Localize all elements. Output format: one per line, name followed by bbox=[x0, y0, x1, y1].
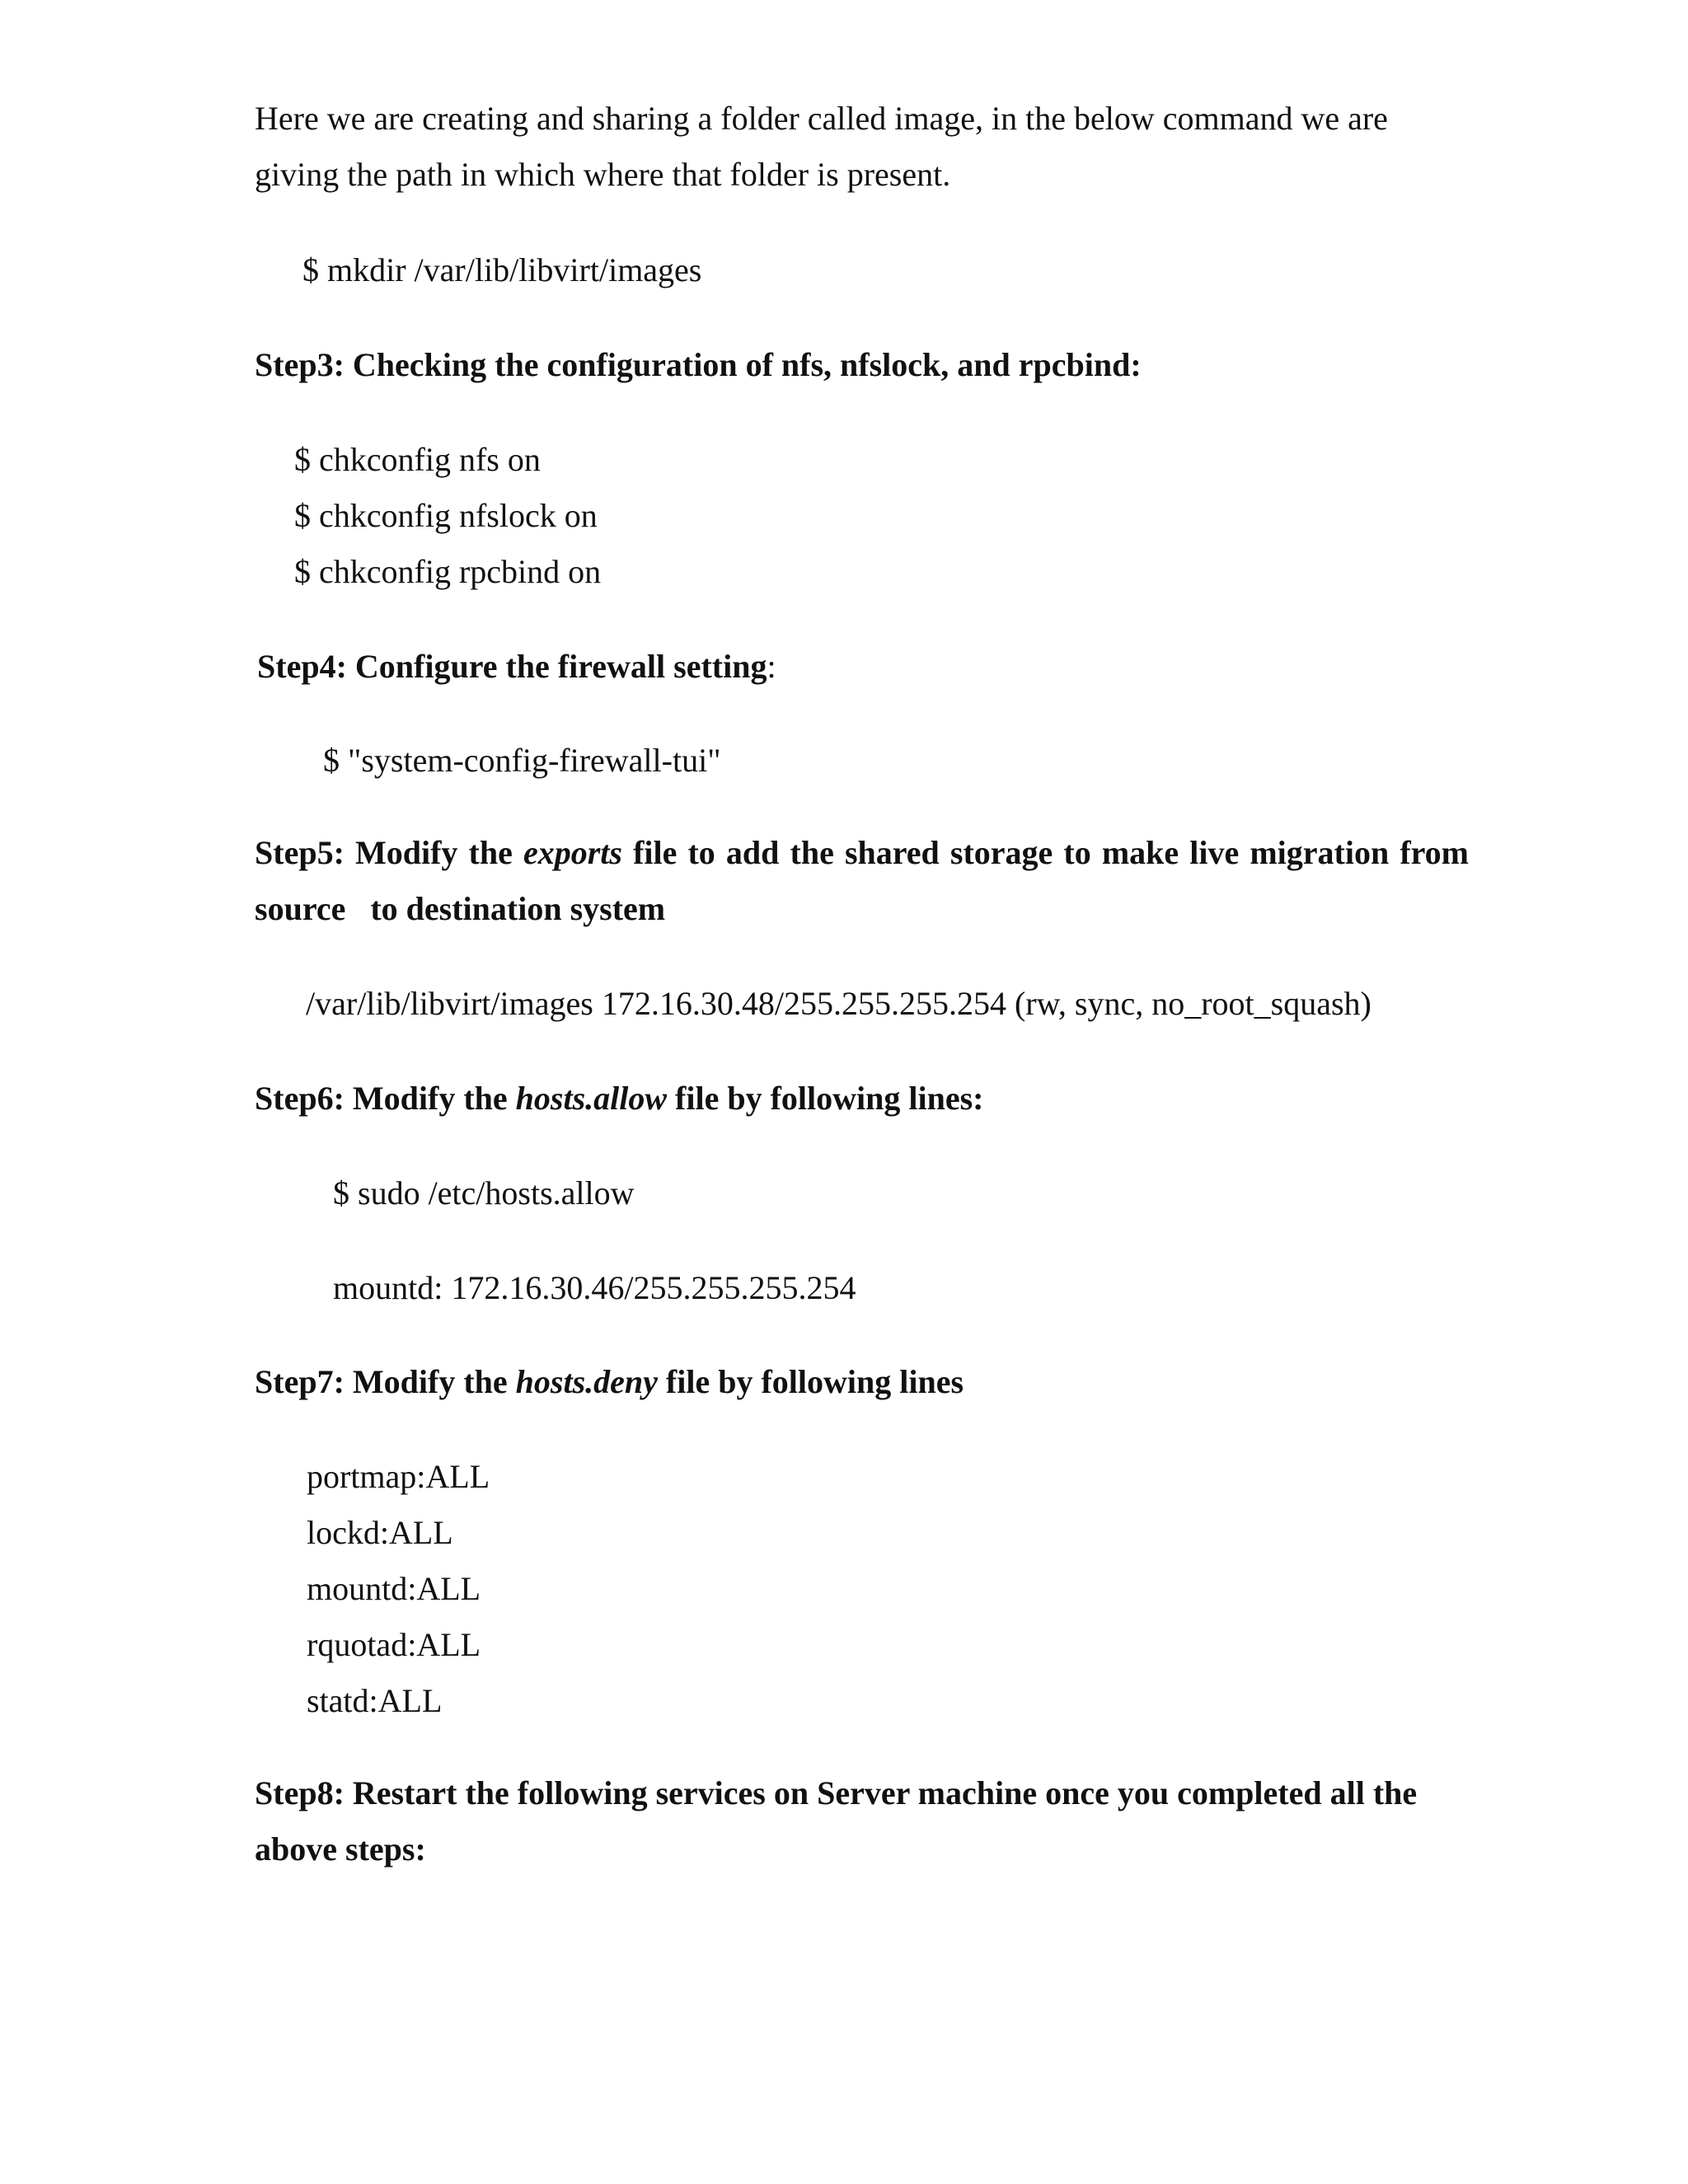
intro-paragraph: Here we are creating and sharing a folder called image, in the below command we are giving the path in which where that folder is present. bbox=[255, 100, 1388, 193]
step4-heading-colon: : bbox=[767, 648, 776, 685]
step7-heading bbox=[255, 1363, 964, 1400]
step6-heading-suffix: file by following lines: bbox=[667, 1080, 984, 1117]
step4-heading-text: Step4: Configure the firewall setting bbox=[257, 648, 767, 685]
step5-heading-filename: exports bbox=[523, 834, 622, 871]
step7-line-portmap: portmap:ALL bbox=[307, 1458, 490, 1495]
step3-heading: Step3: Checking the configuration of nfs, nfslock, and rpcbind: bbox=[255, 346, 1142, 383]
step7-line-lockd: lockd:ALL bbox=[307, 1514, 453, 1551]
step6-mountd-line: mountd: 172.16.30.46/255.255.255.254 bbox=[333, 1269, 856, 1306]
step6-heading-filename: hosts.allow bbox=[515, 1080, 668, 1117]
step3-command-rpcbind: $ chkconfig rpcbind on bbox=[294, 553, 602, 590]
step5-heading-prefix: Step5: Modify the bbox=[255, 834, 523, 871]
step6-command: $ sudo /etc/hosts.allow bbox=[333, 1174, 635, 1212]
step3-command-nfs: $ chkconfig nfs on bbox=[294, 441, 541, 478]
step7-line-statd: statd:ALL bbox=[307, 1682, 443, 1719]
step7-heading-suffix: file by following lines bbox=[657, 1363, 964, 1400]
step3-command-nfslock: $ chkconfig nfslock on bbox=[294, 497, 598, 534]
step5-exports-line: /var/lib/libvirt/images 172.16.30.48/255.255.255.254 (rw, sync, no_root_squash) bbox=[306, 985, 1372, 1022]
step7-heading-filename: hosts.deny bbox=[515, 1363, 658, 1400]
step7-line-rquotad: rquotad:ALL bbox=[307, 1626, 481, 1663]
step6-heading bbox=[255, 1082, 984, 1115]
step5-heading bbox=[255, 825, 1477, 937]
step8-heading: Step8: Restart the following services on Server machine once you completed all the above steps: bbox=[255, 1774, 1418, 1868]
step7-heading-prefix: Step7: Modify the bbox=[255, 1363, 516, 1400]
step4-command: $ "system-config-firewall-tui" bbox=[323, 742, 721, 779]
step7-line-mountd: mountd:ALL bbox=[307, 1570, 481, 1607]
mkdir-command: $ mkdir /var/lib/libvirt/images bbox=[302, 251, 702, 288]
step4-heading bbox=[257, 650, 776, 683]
step5-heading-suffix: file to add the shared storage to make live migration from source to destination system bbox=[255, 834, 1477, 927]
step6-heading-prefix: Step6: Modify the bbox=[255, 1080, 516, 1117]
